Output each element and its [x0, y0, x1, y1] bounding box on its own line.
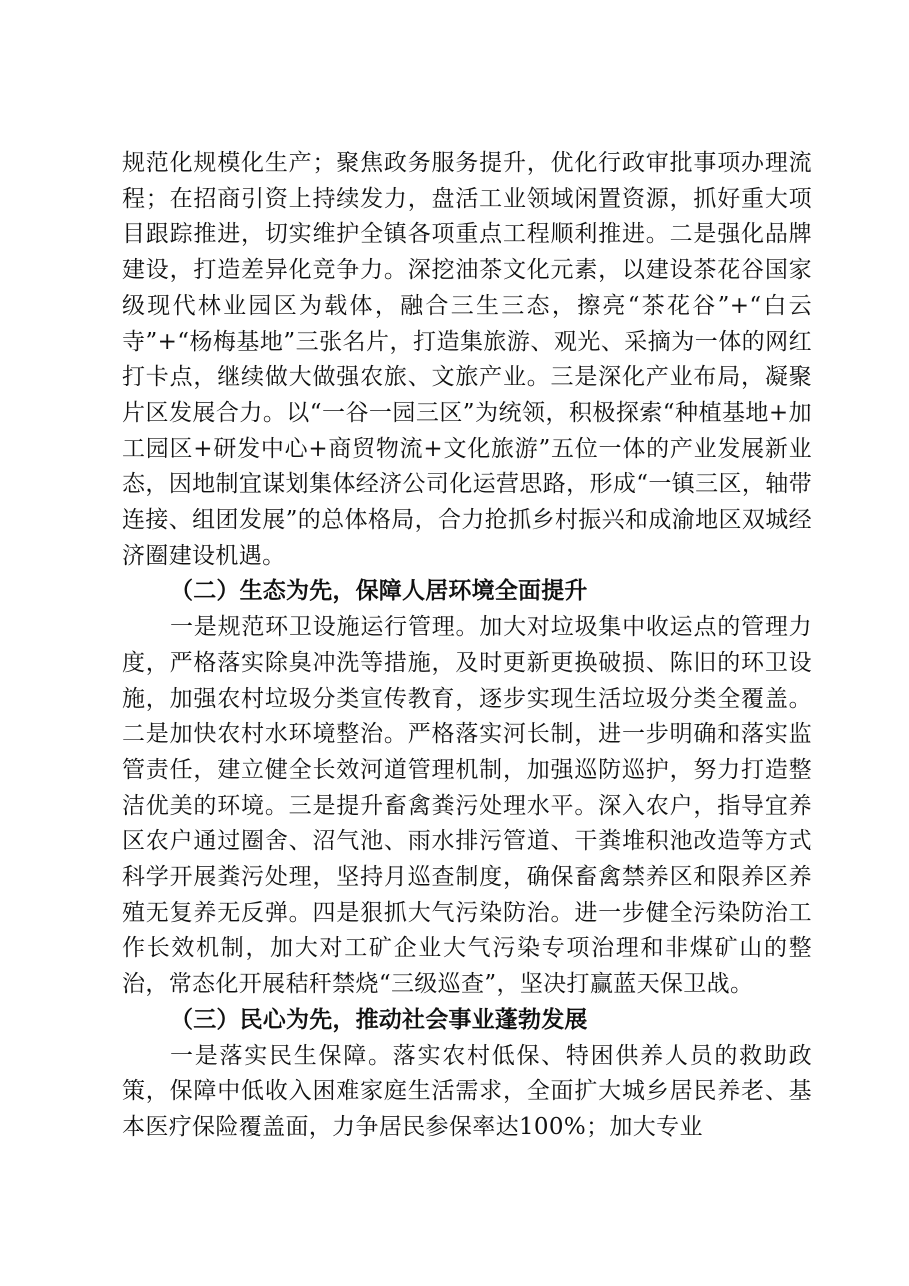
paragraph-livelihood-security: 一是落实民生保障。落实农村低保、特困供养人员的救助政策，保障中低收入困难家庭生活需求，全面扩大城乡居民养老、基本医疗保险覆盖面，力争居民参保率达100%；加大专业	[122, 1042, 812, 1140]
section-heading-ecology: （二）生态为先，保障人居环境全面提升	[170, 578, 588, 605]
paragraph-industry-development: 规范化规模化生产；聚焦政务服务提升，优化行政审批事项办理流程；在招商引资上持续发力，盘活工业领域闲置资源，抓好重大项目跟踪推进，切实维护全镇各项重点工程顺利推进。二是强化品牌建设，打造差异化竞争力。深挖油茶文化元素，以建设茶花谷国家级现代林业园区为载体，融合三生三态，擦亮“茶花谷”+“白云寺”+“杨梅基地”三张名片，打造集旅游、观光、采摘为一体的网红打卡点，继续做大做强农旅、文旅产业。三是深化产业布局，凝聚片区发展合力。以“一谷一园三区”为统领，积极探索“种植基地+加工园区+研发中心+商贸物流+文化旅游”五位一体的产业发展新业态，因地制宜谋划集体经济公司化运营思路，形成“一镇三区，轴带连接、组团发展”的总体格局，合力抢抓乡村振兴和成渝地区双城经济圈建设机遇。	[122, 150, 812, 569]
section-heading-livelihood: （三）民心为先，推动社会事业蓬勃发展	[170, 1006, 588, 1033]
paragraph-living-environment: 一是规范环卫设施运行管理。加大对垃圾集中收运点的管理力度，严格落实除臭冲洗等措施，及时更新更换破损、陈旧的环卫设施，加强农村垃圾分类宣传教育，逐步实现生活垃圾分类全覆盖。二是加快农村水环境整治。严格落实河长制，进一步明确和落实监管责任，建立健全长效河道管理机制，加强巡防巡护，努力打造整洁优美的环境。三是提升畜禽粪污处理水平。深入农户，指导宜养区农户通过圈舍、沼气池、雨水排污管道、干粪堆积池改造等方式科学开展粪污处理，坚持月巡查制度，确保畜禽禁养区和限养区养殖无复养无反弹。四是狠抓大气污染防治。进一步健全污染防治工作长效机制，加大对工矿企业大气污染专项治理和非煤矿山的整治，常态化开展秸秆禁烧“三级巡查”，坚决打赢蓝天保卫战。	[122, 614, 812, 998]
document-body	[122, 146, 812, 1146]
